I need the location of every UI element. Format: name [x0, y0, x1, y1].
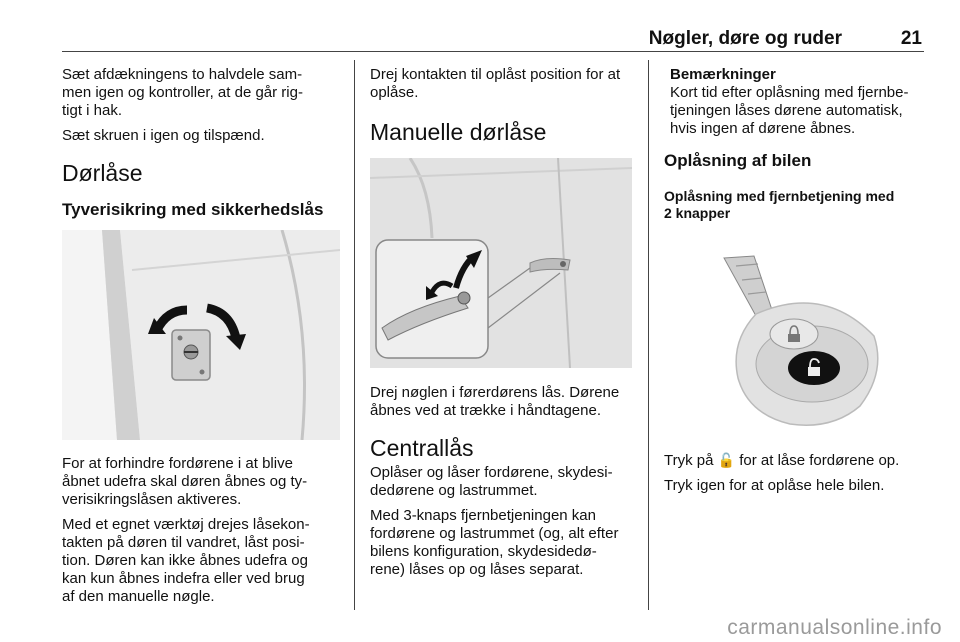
- paragraph-press-unlock: [664, 452, 929, 470]
- heading-two-button-remote: Oplåsning med fjernbetjening med 2 knapper: [664, 188, 895, 221]
- press-text-before: Tryk på: [664, 452, 718, 469]
- column-2-lower: [370, 384, 642, 586]
- column-2: [370, 66, 642, 146]
- paragraph-childlock-intro: For at forhindre fordørene i at blive åbnet udefra skal døren åbnes og ty- verisikringslåsen aktiveres.: [62, 455, 308, 508]
- door-handle-drawing: [370, 158, 632, 368]
- header-rule: [62, 51, 924, 52]
- column-3-lower: [664, 452, 929, 502]
- paragraph-childlock-steps: Med et egnet værktøj drejes låsekon- takten på døren til vandret, låst posi- tion. Døren kan ikke åbnes udefra og kan kun åbnes indefra eller ved brug af den manuelle nøgle.: [62, 516, 310, 605]
- paragraph-cover: Sæt afdækningens to halvdele sam- men igen og kontroller, at de går rig- tigt i hak.: [62, 66, 303, 119]
- heading-manual-locks: Manuelle dørlåse: [370, 119, 547, 145]
- heading-central-lock: Centrallås: [370, 435, 474, 461]
- press-text-after: for at låse fordørene op.: [735, 452, 900, 469]
- heading-doorlocks: Dørlåse: [62, 160, 143, 186]
- unlock-icon: 🔓: [717, 453, 736, 469]
- paragraph-central-lock: Oplåser og låser fordørene, skydesi- dedørene og lastrummet.: [370, 464, 613, 499]
- page-number: 21: [900, 28, 922, 49]
- note-title: Bemærkninger: [670, 66, 776, 83]
- paragraph-three-button: Med 3-knaps fjernbetjeningen kan fordørene og lastrummet (og, alt efter bilens konfiguration, skydesidedø- rene) låses op og låses separat.: [370, 507, 619, 578]
- door-lock-drawing: [62, 230, 340, 440]
- key-fob-drawing: [664, 254, 924, 434]
- note-box: [664, 66, 929, 138]
- paragraph-unlock-switch: Drej kontakten til oplåst position for at oplåse.: [370, 66, 621, 101]
- heading-unlock-vehicle: Oplåsning af bilen: [664, 151, 812, 170]
- header-title: Nøgler, døre og ruder: [648, 28, 842, 49]
- note-text: Kort tid efter oplåsning med fjernbe- tjeningen låses dørene automatisk, hvis ingen af dørene åbnes.: [670, 84, 909, 137]
- heading-childlock: Tyverisikring med sikkerhedslås: [62, 200, 324, 219]
- column-divider-2: [648, 60, 649, 610]
- paragraph-press-again: Tryk igen for at oplåse hele bilen.: [664, 477, 885, 494]
- door-lock-illustration: [62, 230, 340, 440]
- paragraph-driver-key: Drej nøglen i førerdørens lås. Dørene åbnes ved at trække i håndtagene.: [370, 384, 620, 419]
- column-1-lower: [62, 455, 344, 613]
- watermark: carmanualsonline.info: [727, 616, 942, 639]
- door-handle-illustration: [370, 158, 632, 368]
- key-fob-illustration: [664, 254, 924, 434]
- column-3: [664, 66, 929, 222]
- paragraph-screw: Sæt skruen i igen og tilspænd.: [62, 127, 265, 144]
- column-divider-1: [354, 60, 355, 610]
- column-1: [62, 66, 344, 221]
- page-header: [62, 22, 924, 52]
